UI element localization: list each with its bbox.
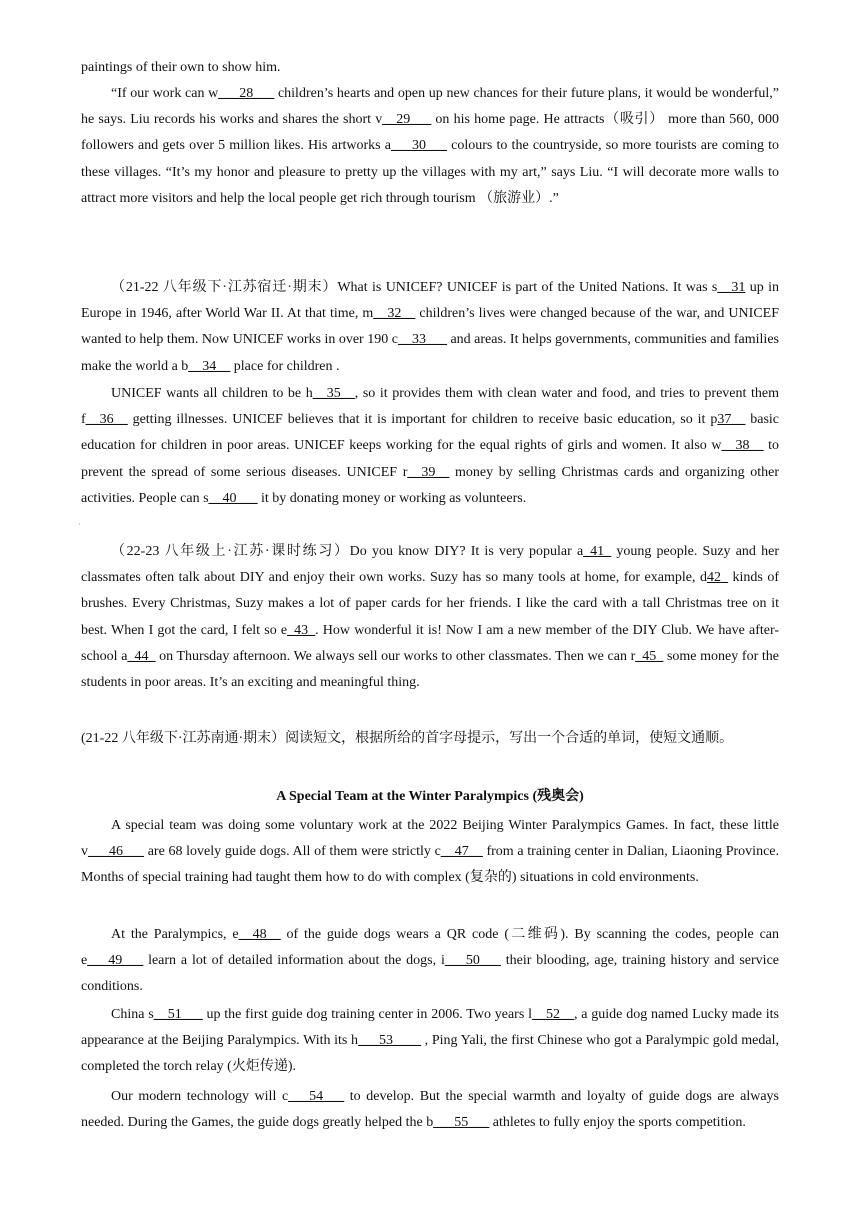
text-run: Our modern technology will c [111, 1089, 289, 1104]
text-run: and areas. It helps governments, communities and families make the world a b [81, 332, 779, 374]
answer-blank[interactable]: 42_ [706, 570, 728, 586]
text-run: their blooding, age, training history and service conditions. [81, 953, 779, 995]
text-run: getting illnesses. UNICEF believes that it is important for children to receive basic education, so it p [127, 412, 718, 428]
paragraph-training-center [81, 1002, 779, 1081]
answer-blank[interactable]: __48__ [238, 927, 281, 942]
text-run: China s [111, 1007, 154, 1022]
text-run: , Ping Yali, the first Chinese who got a Paralympic gold medal, completed the torch relay (火炬传递). [81, 1033, 779, 1075]
paragraph-unicef-work [81, 381, 779, 512]
text-run: , a guide dog named Lucky made its appearance at the Beijing Paralympics. With its h [81, 1007, 779, 1049]
answer-blank[interactable]: __33___ [397, 332, 447, 348]
answer-blank[interactable]: ___49___ [87, 953, 144, 969]
answer-blank[interactable]: __29___ [382, 112, 432, 128]
text-run: on his home page. He attracts（吸引） more than 560, 000 followers and gets over 5 million likes. His artworks a [81, 112, 779, 154]
answer-blank[interactable]: _44_ [127, 648, 156, 664]
text-run: children’s lives were changed because of the war, and UNICEF wanted to help them. Now UNICEF works in over 190 c [81, 306, 779, 348]
text-run: （21-22 八年级下·江苏宿迁·期末）What is UNICEF? UNICEF is part of the United Nations. It was s [111, 280, 718, 295]
answer-blank[interactable]: ___30___ [390, 138, 447, 154]
text-run: to develop. But the special warmth and loyalty of guide dogs are always needed. During the Games, the guide dogs greatly helped the b [81, 1089, 779, 1131]
paragraph-technology [81, 1084, 779, 1136]
text-run: from a training center in Dalian, Liaoning Province. Months of special training had taught them how to do with complex (复杂的) situations in cold environments. [81, 844, 779, 886]
text-run: paintings of their own to show him. [81, 60, 281, 75]
text-run: of the guide dogs wears a QR code (二维码). By scanning the codes, people can e [81, 927, 779, 969]
answer-blank[interactable]: __51___ [153, 1007, 203, 1022]
text-run: to prevent the spread of some serious diseases. UNICEF r [81, 438, 780, 480]
text-run: on Thursday afternoon. We always sell our works to other classmates. Then we can r [155, 648, 636, 664]
answer-blank[interactable]: ___53____ [358, 1033, 422, 1049]
text-run: money by selling Christmas cards and organizing other activities. People can s [81, 464, 779, 506]
answer-blank[interactable]: __52__ [531, 1007, 574, 1022]
paragraph-guide-dogs-team [81, 813, 779, 892]
answer-blank[interactable]: _45_ [635, 648, 664, 664]
text-run: athletes to fully enjoy the sports competition. [489, 1115, 746, 1131]
answer-blank[interactable]: __47__ [440, 844, 483, 860]
answer-blank[interactable]: ___46___ [88, 844, 144, 860]
text-run: learn a lot of detailed information about the dogs, i [143, 953, 445, 969]
answer-blank[interactable]: __34__ [188, 358, 231, 374]
text-run: basic education for children in poor areas. UNICEF keeps working for the equal rights of girls and women. It also w [81, 412, 780, 454]
answer-blank[interactable]: __32__ [373, 306, 416, 322]
answer-blank[interactable]: __35__ [312, 386, 355, 401]
text-run: are 68 lovely guide dogs. All of them were strictly c [144, 844, 441, 860]
text-run: up the first guide dog training center in 2006. Two years l [202, 1007, 532, 1022]
answer-blank[interactable]: __38__ [721, 438, 764, 454]
paragraph-liu-artwork [81, 81, 779, 212]
answer-blank[interactable]: ___55___ [433, 1115, 490, 1131]
text-run: UNICEF wants all children to be h [111, 386, 313, 401]
instruction-text: (21-22 八年级下·江苏南通·期末）阅读短文，根据所给的首字母提示，写出一个合适的单词，使短文通顺。 [81, 731, 734, 746]
answer-blank[interactable]: __39__ [407, 464, 450, 480]
answer-blank[interactable]: __31 [717, 280, 746, 295]
answer-blank[interactable]: _43_ [287, 622, 316, 638]
text-run: children’s hearts and open up new chances for their future plans, it would be wonderful,” he says. Liu records his works and shares the short v [81, 86, 779, 128]
text-run: place for children . [230, 358, 340, 374]
paragraph-qr-code [81, 922, 779, 1001]
text-run: （22-23 八年级上·江苏·课时练习）Do you know DIY? It is very popular a [111, 544, 584, 559]
answer-blank[interactable]: ___54___ [288, 1089, 345, 1104]
text-run: . How wonderful it is! Now I am a new member of the DIY Club. We have after-school a [81, 622, 780, 664]
paragraph-diy [81, 539, 779, 696]
answer-blank[interactable]: __36__ [85, 412, 128, 428]
paragraph-intro-end [81, 55, 779, 81]
answer-blank[interactable]: _41_ [583, 544, 612, 559]
answer-blank[interactable]: __40___ [208, 490, 258, 506]
text-run: kinds of brushes. Every Christmas, Suzy makes a lot of paper cards for her friends. I like the card with a tall Christmas tree on it best. When I got the card, I felt so e [81, 570, 780, 638]
answer-blank[interactable]: ___28___ [218, 86, 275, 101]
stray-mark: · [78, 520, 81, 529]
paragraph-unicef-intro [81, 275, 779, 380]
answer-blank[interactable]: 37__ [717, 412, 746, 428]
text-run: colours to the countryside, so more tourists are coming to these villages. “It’s my honor and pleasure to pretty up the villages with my art,” says Liu. “I will decorate more walls to attract more visitors and help the local people get rich through tourism （旅游业）.” [81, 138, 779, 206]
text-run: A special team was doing some voluntary work at the 2022 Beijing Winter Paralympics Games. In fact, these little v [81, 818, 779, 860]
passage-title: A Special Team at the Winter Paralympics (残奥会) [276, 789, 584, 804]
text-run: young people. Suzy and her classmates often talk about DIY and enjoy their own works. Suzy has so many tools at home, for example, d [81, 544, 779, 586]
text-run: it by donating money or working as volunteers. [257, 490, 527, 506]
text-run: “If our work can w [111, 86, 219, 101]
text-run: up in Europe in 1946, after World War II. At that time, m [81, 280, 779, 322]
text-run: At the Paralympics, e [111, 927, 239, 942]
text-run: , so it provides them with clean water and food, and tries to prevent them f [81, 386, 779, 428]
answer-blank[interactable]: ___50___ [444, 953, 501, 969]
text-run: some money for the students in poor areas. It’s an exciting and meaningful thing. [81, 648, 779, 691]
